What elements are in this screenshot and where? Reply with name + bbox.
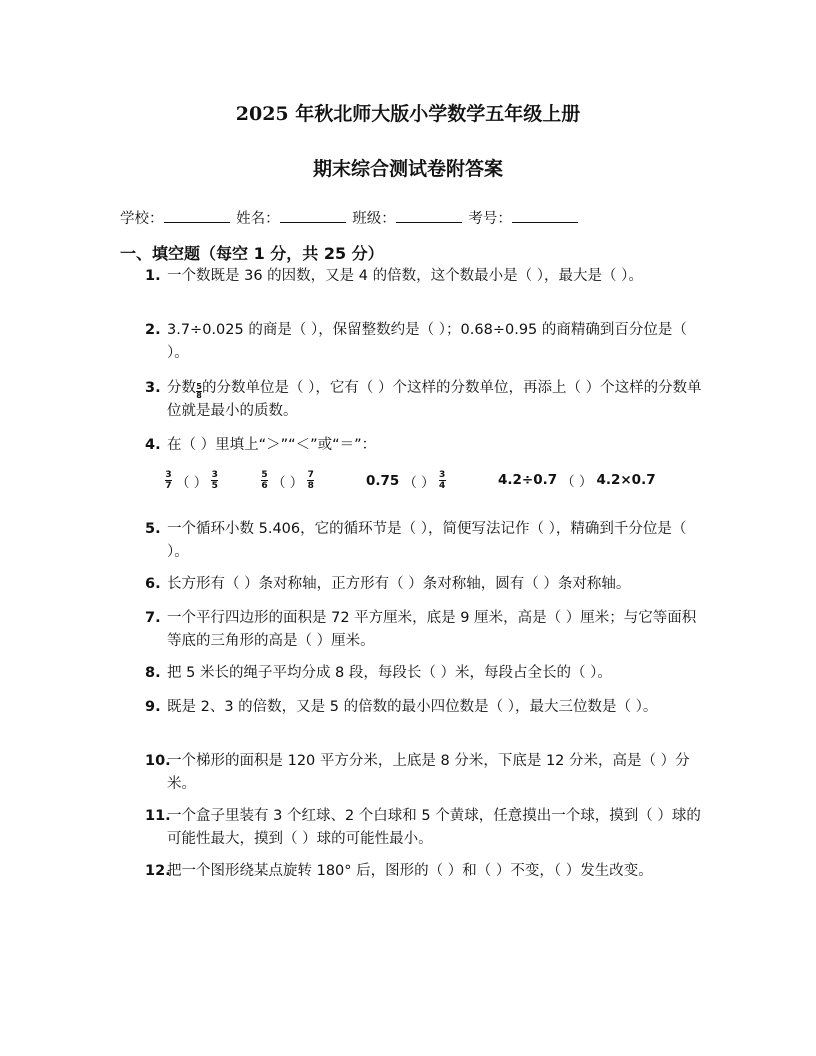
question-text-rest: 的分数单位是（ ），它有（ ）个这样的分数单位，再添上（ ）个这样的分数单位就是最小的质数。 (167, 380, 702, 419)
fraction (211, 470, 218, 491)
school-label: 学校： (120, 211, 164, 227)
fraction-numerator: 7 (307, 470, 314, 480)
question-number: 9. (145, 699, 161, 715)
comparison-item (165, 470, 218, 491)
question-number: 10. (145, 753, 171, 769)
fraction-numerator: 3 (165, 470, 172, 480)
fraction-denominator: 8 (196, 391, 202, 400)
fraction-denominator: 7 (165, 481, 172, 491)
fraction-numerator: 5 (261, 470, 268, 480)
name-label: 姓名： (236, 211, 280, 227)
fraction (261, 470, 268, 491)
question-text: 一个梯形的面积是 120 平方分米，上底是 8 分米，下底是 12 分米，高是（ ）分米。 (167, 753, 690, 792)
fraction-denominator: 5 (211, 481, 218, 491)
comparison-item (261, 470, 314, 491)
section-heading-fill-in: 一、填空题（每空 1 分，共 25 分） (120, 244, 384, 263)
question-number: 8. (145, 665, 161, 681)
fraction-numerator: 3 (211, 470, 218, 480)
question-text: 一个数既是 36 的因数，又是 4 的倍数，这个数最小是（ ），最大是（ ）。 (167, 268, 643, 284)
answer-blank[interactable]: （ ） (272, 474, 304, 491)
question-number: 1. (145, 268, 161, 284)
question-number: 3. (145, 380, 161, 396)
fraction-denominator: 6 (261, 481, 268, 491)
decimal-value: 0.75 (366, 472, 400, 489)
question-text: 把 5 米长的绳子平均分成 8 段，每段长（ ）米，每段占全长的（ ）。 (167, 665, 612, 681)
exam-number-blank[interactable] (512, 208, 578, 223)
class-blank[interactable] (396, 208, 462, 223)
fraction (439, 470, 446, 491)
exam-number-label: 考号： (468, 211, 512, 227)
question-text: 3.7÷0.025 的商是（ ），保留整数约是（ ）；0.68÷0.95 的商精确到百分位是（ ）。 (167, 322, 687, 361)
question-text: 把一个图形绕某点旋转 180° 后，图形的（ ）和（ ）不变，（ ）发生改变。 (167, 863, 653, 879)
question-2 (145, 319, 705, 365)
answer-blank[interactable]: （ ） (403, 474, 435, 491)
fraction-numerator: 5 (196, 382, 202, 391)
question-text: 既是 2、3 的倍数，又是 5 的倍数的最小四位数是（ ），最大三位数是（ ）。 (167, 699, 658, 715)
question-4 (145, 434, 705, 457)
answer-blank[interactable]: （ ） (561, 474, 593, 490)
school-blank[interactable] (164, 208, 230, 223)
class-label: 班级： (352, 211, 396, 227)
comparison-row (165, 470, 705, 500)
question-number: 6. (145, 576, 161, 592)
question-number: 7. (145, 610, 161, 626)
question-8 (145, 662, 705, 685)
title-line-1: 2025 年秋北师大版小学数学五年级上册 (235, 103, 581, 125)
question-10 (145, 750, 705, 796)
question-9 (145, 696, 705, 719)
question-text: 长方形有（ ）条对称轴，正方形有（ ）条对称轴，圆有（ ）条对称轴。 (167, 576, 631, 592)
question-number: 4. (145, 437, 161, 453)
student-info-row (120, 207, 580, 228)
question-5 (145, 518, 705, 564)
name-blank[interactable] (280, 208, 346, 223)
question-number: 12. (145, 863, 171, 879)
question-3 (145, 377, 705, 423)
expression-right: 4.2×0.7 (596, 472, 656, 488)
question-text: 一个平行四边形的面积是 72 平方厘米，底是 9 厘米，高是（ ）厘米；与它等面积等底的三角形的高是（ ）厘米。 (167, 610, 697, 649)
question-text (145, 377, 705, 423)
fraction-denominator: 4 (438, 481, 446, 491)
question-11 (145, 805, 705, 851)
question-1 (145, 265, 705, 288)
question-12 (145, 860, 705, 883)
question-number: 5. (145, 521, 161, 537)
fraction-denominator: 8 (307, 481, 314, 491)
comparison-item (366, 470, 446, 491)
question-text: 一个盒子里装有 3 个红球、2 个白球和 5 个黄球，任意摸出一个球，摸到（ ）球的可能性最大，摸到（ ）球的可能性最小。 (167, 808, 701, 847)
question-number: 11. (145, 808, 171, 824)
question-number: 2. (145, 322, 161, 338)
expression-left: 4.2÷0.7 (498, 472, 558, 488)
question-7 (145, 607, 705, 653)
title-line-2: 期末综合测试卷附答案 (312, 158, 503, 180)
fraction (307, 470, 314, 491)
fraction (165, 470, 172, 491)
question-text: 在（ ）里填上“＞”“＜”或“＝”： (167, 437, 377, 453)
question-text-prefix: 分数 (167, 380, 196, 396)
answer-blank[interactable]: （ ） (176, 474, 208, 491)
question-6 (145, 573, 705, 596)
fraction-numerator: 3 (438, 470, 446, 480)
question-text: 一个循环小数 5.406，它的循环节是（ ），简便写法记作（ ），精确到千分位是（ ）。 (167, 521, 687, 560)
comparison-item (498, 470, 656, 490)
